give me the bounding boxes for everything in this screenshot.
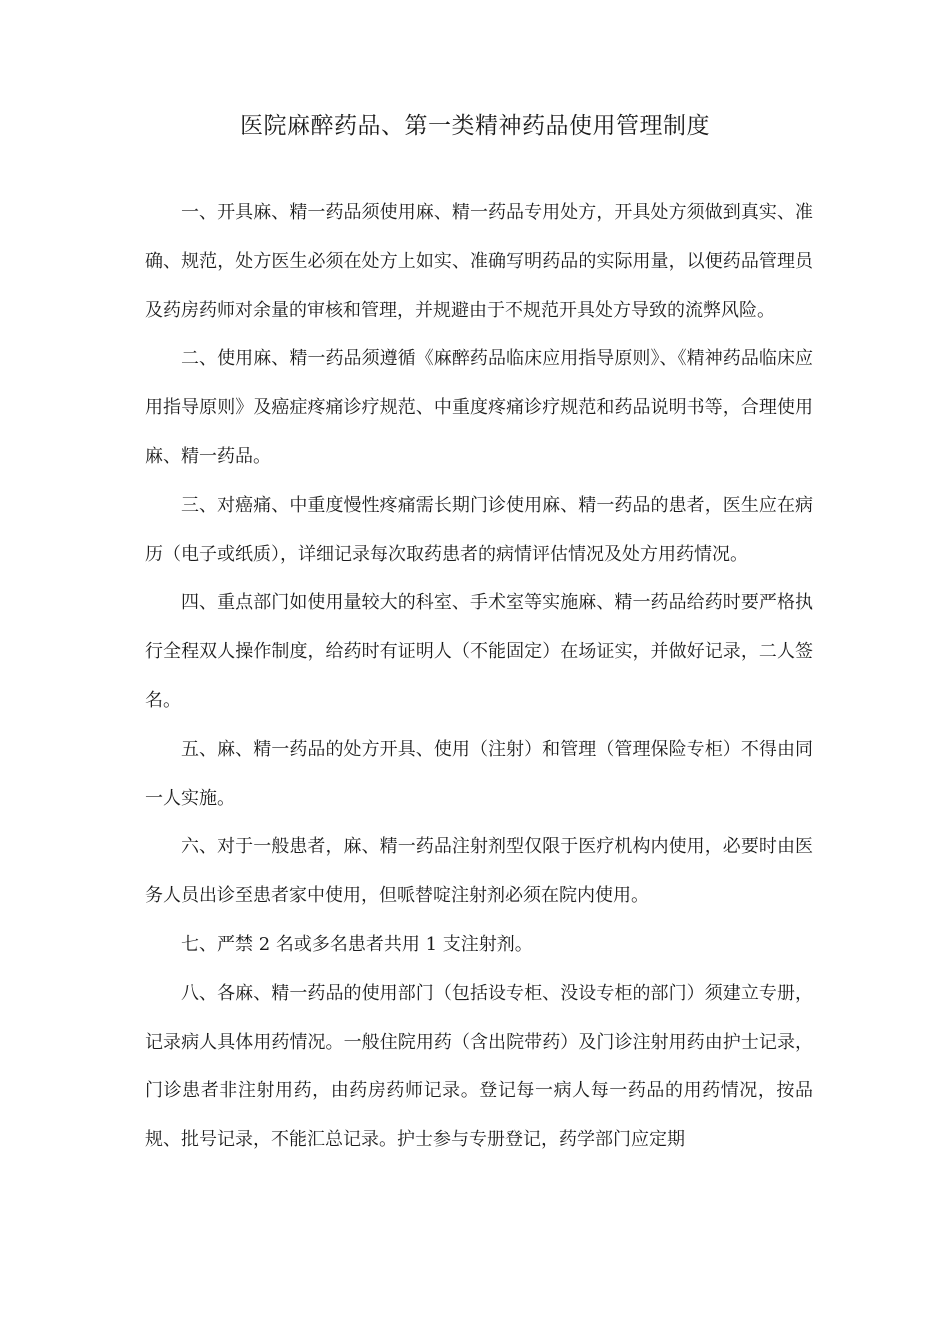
document-title: 医院麻醉药品、第一类精神药品使用管理制度: [240, 113, 710, 139]
paragraph-5: 五、麻、精一药品的处方开具、使用（注射）和管理（管理保险专柜）不得由同一人实施。: [145, 738, 813, 809]
paragraph-1: 一、开具麻、精一药品须使用麻、精一药品专用处方，开具处方须做到真实、准确、规范，处方医生必须在处方上如实、准确写明药品的实际用量，以便药品管理员及药房药师对余量的审核和管理，并规避由于不规范开具处方导致的流弊风险。: [145, 202, 813, 321]
document-body: [145, 189, 813, 1165]
paragraph-7: 七、严禁 2 名或多名患者共用 1 支注射剂。: [181, 933, 533, 955]
paragraph-2: 二、使用麻、精一药品须遵循《麻醉药品临床应用指导原则》、《精神药品临床应用指导原则》及癌症疼痛诊疗规范、中重度疼痛诊疗规范和药品说明书等，合理使用麻、精一药品。: [145, 348, 813, 467]
paragraph-8: 八、各麻、精一药品的使用部门（包括设专柜、没设专柜的部门）须建立专册，记录病人具体用药情况。一般住院用药（含出院带药）及门诊注射用药由护士记录，门诊患者非注射用药，由药房药师记录。登记每一病人每一药品的用药情况，按品规、批号记录，不能汇总记录。护士参与专册登记，药学部门应定期: [145, 982, 813, 1151]
paragraph-4: 四、重点部门如使用量较大的科室、手术室等实施麻、精一药品给药时要严格执行全程双人操作制度，给药时有证明人（不能固定）在场证实，并做好记录，二人签名。: [145, 592, 813, 711]
paragraph-3: 三、对癌痛、中重度慢性疼痛需长期门诊使用麻、精一药品的患者，医生应在病历（电子或纸质），详细记录每次取药患者的病情评估情况及处方用药情况。: [145, 494, 813, 565]
paragraph-6: 六、对于一般患者，麻、精一药品注射剂型仅限于医疗机构内使用，必要时由医务人员出诊至患者家中使用，但哌替啶注射剂必须在院内使用。: [145, 836, 813, 907]
